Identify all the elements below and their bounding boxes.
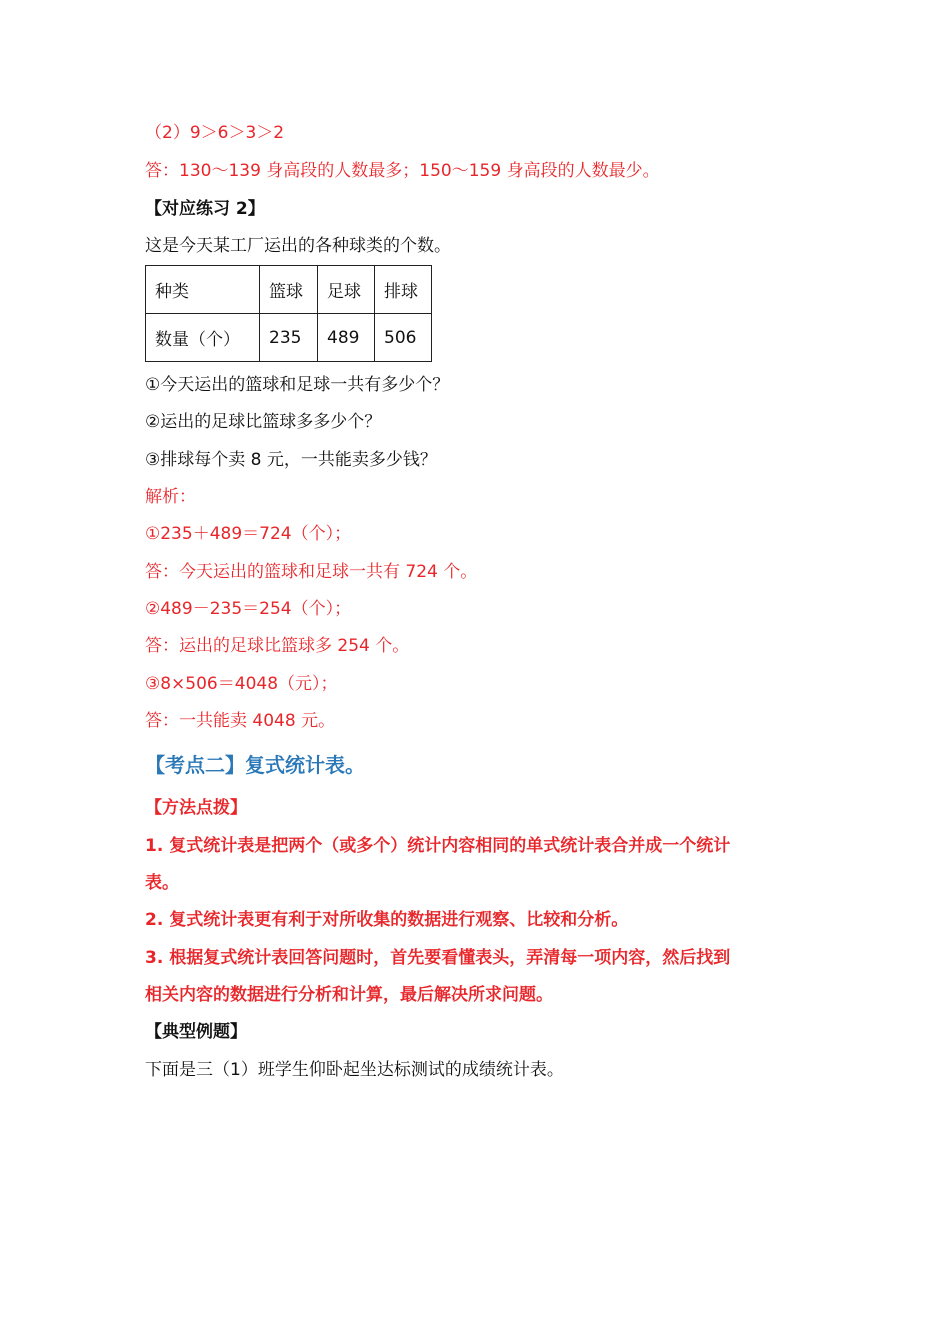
table-cell: 足球 xyxy=(318,266,375,314)
solution-line: 答：今天运出的篮球和足球一共有 724 个。 xyxy=(145,562,478,582)
table-cell: 种类 xyxy=(146,266,260,314)
method-point: 表。 xyxy=(145,873,179,893)
solution-line: 答：运出的足球比篮球多 254 个。 xyxy=(145,636,410,656)
example-title: 【典型例题】 xyxy=(145,1022,247,1042)
analysis-label: 解析： xyxy=(145,487,196,507)
table-row xyxy=(146,314,432,362)
ball-count-table xyxy=(145,265,432,362)
solution-line: ③8×506＝4048（元）； xyxy=(145,674,338,694)
question-3: ③排球每个卖 8 元，一共能卖多少钱？ xyxy=(145,450,437,470)
solution-line: 答：一共能卖 4048 元。 xyxy=(145,711,336,731)
practice2-title: 【对应练习 2】 xyxy=(145,199,265,219)
question-2: ②运出的足球比篮球多多少个？ xyxy=(145,412,382,432)
method-title: 【方法点拨】 xyxy=(145,798,247,818)
section2-title: 【考点二】复式统计表。 xyxy=(145,753,365,777)
table-cell: 数量（个） xyxy=(146,314,260,362)
table-cell: 排球 xyxy=(375,266,432,314)
practice2-intro: 这是今天某工厂运出的各种球类的个数。 xyxy=(145,236,451,256)
table-cell: 篮球 xyxy=(260,266,318,314)
table-cell: 489 xyxy=(318,314,375,362)
method-point: 相关内容的数据进行分析和计算，最后解决所求问题。 xyxy=(145,985,553,1005)
solution-line: ①235＋489＝724（个）； xyxy=(145,524,352,544)
table-header-row xyxy=(146,266,432,314)
solution-line: ②489－235＝254（个）； xyxy=(145,599,352,619)
table-cell: 506 xyxy=(375,314,432,362)
table-cell: 235 xyxy=(260,314,318,362)
example-intro: 下面是三（1）班学生仰卧起坐达标测试的成绩统计表。 xyxy=(145,1060,564,1080)
method-point: 2. 复式统计表更有利于对所收集的数据进行观察、比较和分析。 xyxy=(145,910,629,930)
method-point: 3. 根据复式统计表回答问题时，首先要看懂表头，弄清每一项内容，然后找到 xyxy=(145,948,731,968)
method-point: 1. 复式统计表是把两个（或多个）统计内容相同的单式统计表合并成一个统计 xyxy=(145,836,731,856)
question-1: ①今天运出的篮球和足球一共有多少个？ xyxy=(145,375,450,395)
prev-part2-line: （2）9＞6＞3＞2 xyxy=(145,123,285,143)
prev-answer-line: 答：130～139 身高段的人数最多；150～159 身高段的人数最少。 xyxy=(145,161,660,181)
